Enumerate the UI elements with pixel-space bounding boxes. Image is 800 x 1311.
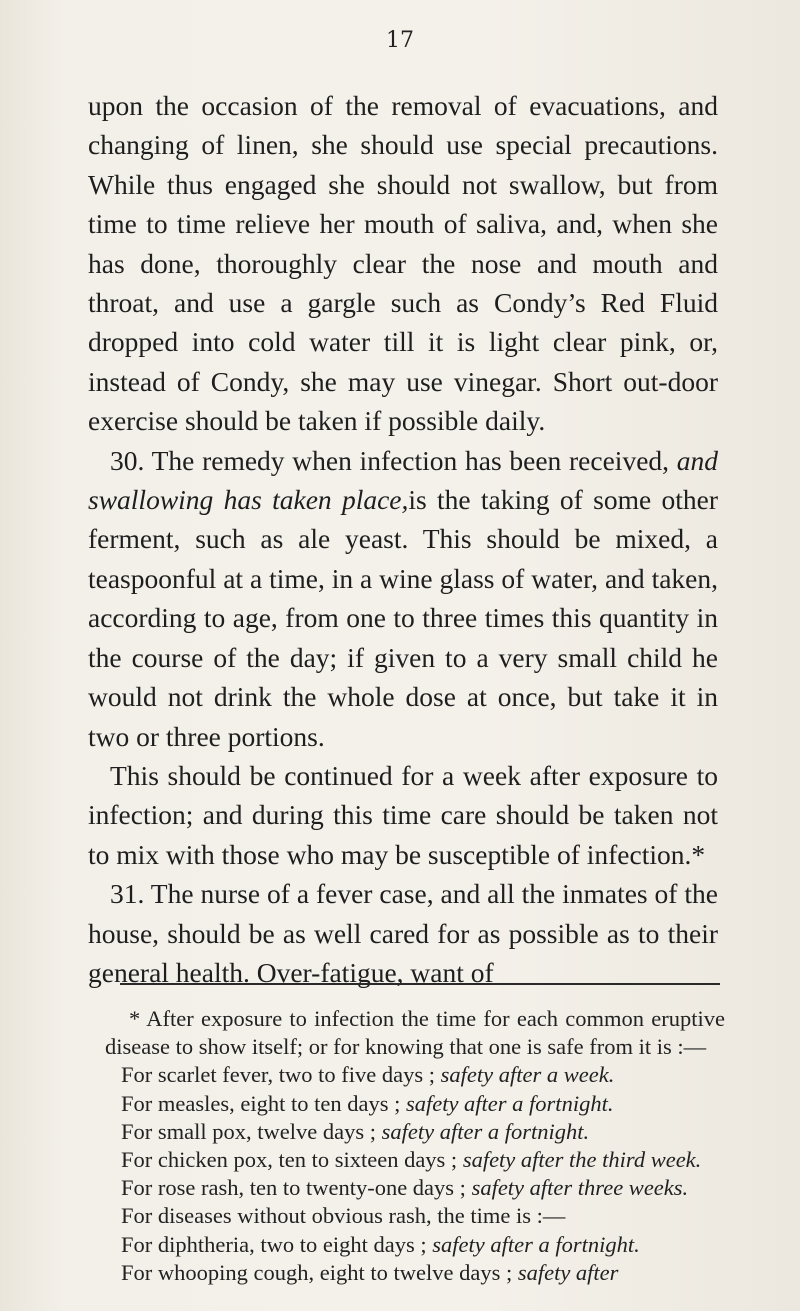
footnote-intro: * After exposure to infection the time for each common eruptive disease to show itself; or for knowing that one is safe from it is :— bbox=[105, 1006, 725, 1060]
main-text bbox=[88, 86, 718, 992]
footnote-scarlet-safety: safety after a week. bbox=[440, 1062, 615, 1088]
paragraph-precautions: upon the occasion of the removal of evacuations, and changing of linen, she should use special precautions. While thus engaged she should not swallow, but from time to time relieve her mouth of saliva, and, when she has done, thoroughly clear the nose and mouth and throat, and use a gargle such as Condy’s Red Fluid dropped into cold water till it is light clear pink, or, instead of Condy, she may use vinegar. Short out-door exercise should be taken if possible daily. bbox=[88, 90, 718, 437]
paragraph-30-rest: is the taking of some other ferment, such as ale yeast. This should be mixed, a teaspoonful at a time, in a wine glass of water, and taken, according to age, from one to three times this quantity in the course of the day; if given to a very small child he would not drink the whole dose at once, but take it in two or three portions. bbox=[88, 484, 718, 752]
footnote-whooping-text: For whooping cough, eight to twelve days ; bbox=[121, 1259, 518, 1285]
footnote-diphtheria-text: For diphtheria, two to eight days ; bbox=[121, 1231, 433, 1257]
paragraph-30-italic: and swallowing has taken place, bbox=[88, 444, 718, 516]
footnote-chickenpox-text: For chicken pox, ten to sixteen days ; bbox=[121, 1147, 463, 1173]
footnote-divider bbox=[120, 983, 720, 985]
footnote-measles-safety: safety after a fortnight. bbox=[405, 1090, 614, 1116]
footnote-scarlet-text: For scarlet fever, two to five days ; bbox=[121, 1062, 441, 1088]
footnote-roserash-text: For rose rash, ten to twenty-one days ; bbox=[121, 1175, 472, 1201]
footnote-whooping-safety: safety after bbox=[517, 1259, 619, 1285]
footnote-roserash-safety: safety after three weeks. bbox=[471, 1175, 689, 1201]
page-number: 17 bbox=[386, 28, 414, 53]
footnote-diphtheria bbox=[105, 1231, 725, 1259]
footnote-rose-rash bbox=[105, 1174, 725, 1202]
paragraph-30-start: 30. The remedy when infection has been received, bbox=[110, 444, 677, 476]
footnote-chicken-pox bbox=[105, 1146, 725, 1174]
footnote-diphtheria-safety: safety after a fortnight. bbox=[432, 1231, 640, 1257]
paragraph-continuation: This should be continued for a week after exposure to infection; and during this time care should be taken not to mix with those who may be susceptible of infection.* bbox=[88, 759, 718, 870]
footnote-small-pox bbox=[105, 1118, 725, 1146]
footnote-smallpox-safety: safety after a fortnight. bbox=[381, 1118, 590, 1144]
footnote-scarlet-fever bbox=[105, 1061, 725, 1089]
footnote-chickenpox-safety: safety after the third week. bbox=[462, 1147, 702, 1173]
footnote-whooping-cough bbox=[105, 1259, 725, 1287]
paragraph-30 bbox=[88, 441, 718, 756]
paragraph-31: 31. The nurse of a fever case, and all the inmates of the house, should be as well cared for as possible as to their general health. Over-fatigue, want of bbox=[88, 878, 718, 988]
footnotes bbox=[105, 1005, 725, 1287]
footnote-smallpox-text: For small pox, twelve days ; bbox=[121, 1118, 382, 1144]
footnote-no-rash: For diseases without obvious rash, the time is :— bbox=[121, 1203, 566, 1229]
footnote-measles-text: For measles, eight to ten days ; bbox=[121, 1090, 406, 1116]
footnote-measles bbox=[105, 1090, 725, 1118]
